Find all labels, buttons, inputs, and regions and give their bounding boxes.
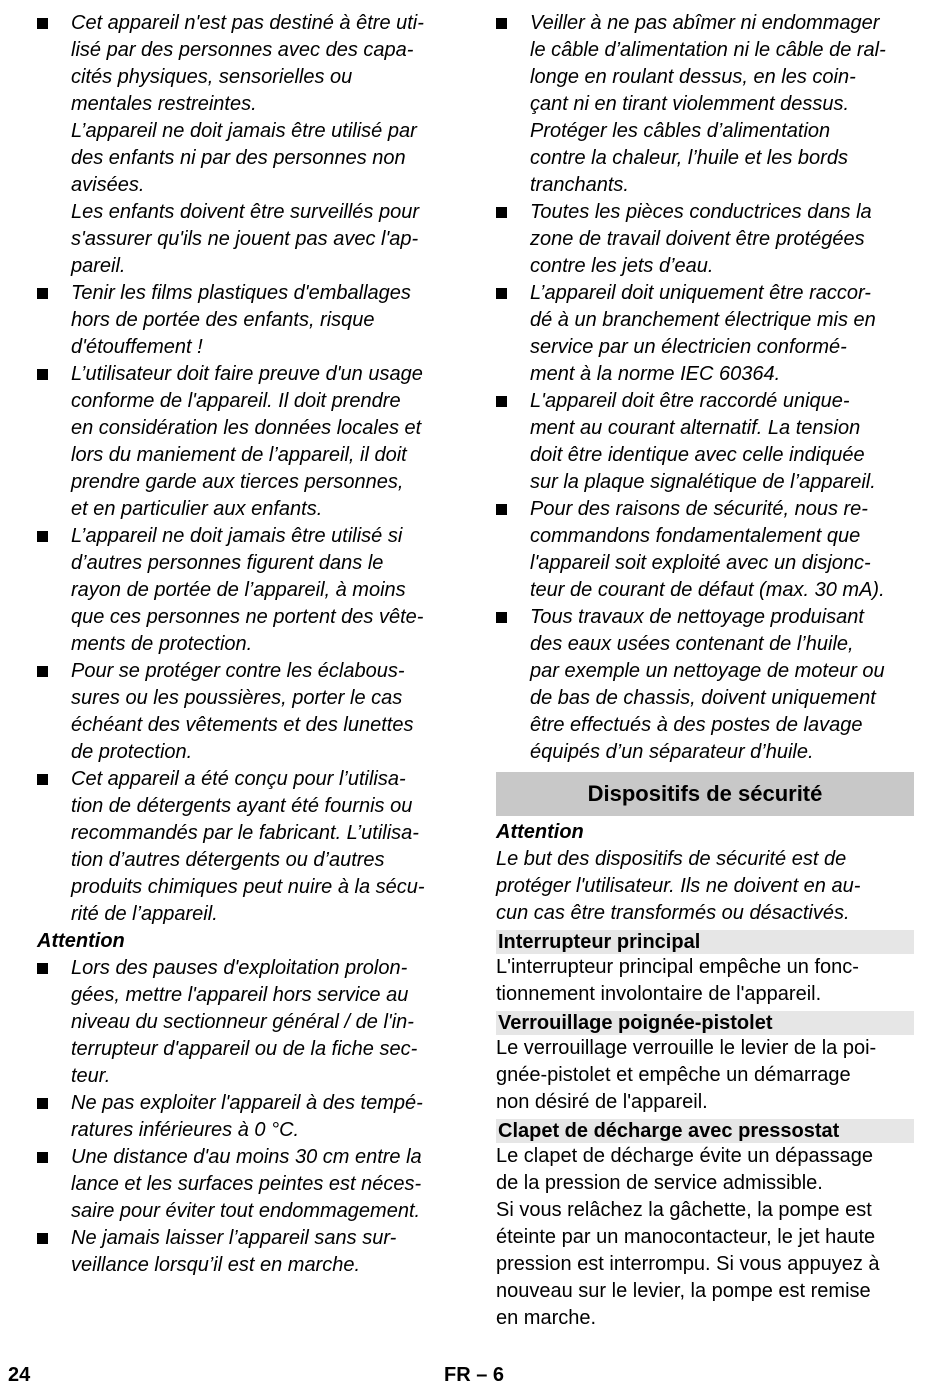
- square-bullet-icon: [37, 963, 48, 974]
- text-line: veillance lorsqu’il est en marche.: [71, 1254, 361, 1276]
- bullet-item: [496, 199, 914, 280]
- text-line: çant ni en tirant violemment dessus.: [530, 93, 850, 115]
- left-bullet-list: [37, 10, 457, 928]
- text-line: rité de l’appareil.: [71, 903, 218, 925]
- square-bullet-icon: [37, 666, 48, 677]
- bullet-item: [37, 658, 457, 766]
- text-line: ratures inférieures à 0 °C.: [71, 1119, 300, 1141]
- text-line: dé à un branchement électrique mis en: [530, 309, 876, 331]
- text-line: Lors des pauses d'exploitation prolon-: [71, 957, 408, 979]
- text-line: Pour se protéger contre les éclabous-: [71, 660, 405, 682]
- text-line: Protéger les câbles d’alimentation: [530, 120, 831, 142]
- attention-paragraph: [496, 846, 914, 927]
- text-line: des enfants ni par des personnes non: [71, 147, 406, 169]
- bullet-item: [37, 1144, 457, 1225]
- text-line: équipés d’un séparateur d’huile.: [530, 741, 814, 763]
- text-line: L’appareil ne doit jamais être utilisé si: [71, 525, 403, 547]
- square-bullet-icon: [37, 1152, 48, 1163]
- text-line: ment à la norme IEC 60364.: [530, 363, 781, 385]
- text-line: L’utilisateur doit faire preuve d'un usage: [71, 363, 423, 385]
- text-line: L’appareil ne doit jamais être utilisé par: [71, 120, 417, 142]
- right-bullet-list: [496, 10, 914, 766]
- bullet-item: [496, 604, 914, 766]
- text-line: niveau du sectionneur général / de l'in-: [71, 1011, 414, 1033]
- subsection-body: [496, 1143, 914, 1332]
- text-line: nouveau sur le levier, la pompe est remise: [496, 1280, 871, 1302]
- text-line: sures ou les poussières, porter le cas: [71, 687, 403, 709]
- square-bullet-icon: [496, 612, 507, 623]
- text-line: hors de portée des enfants, risque: [71, 309, 375, 331]
- text-line: Cet appareil a été conçu pour l’utilisa-: [71, 768, 406, 790]
- text-line: Toutes les pièces conductrices dans la: [530, 201, 872, 223]
- text-line: cités physiques, sensorielles ou: [71, 66, 353, 88]
- text-line: lance et les surfaces peintes est néces-: [71, 1173, 422, 1195]
- text-line: sur la plaque signalétique de l’appareil.: [530, 471, 876, 493]
- text-line: L'appareil doit être raccordé unique-: [530, 390, 850, 412]
- left-column: [37, 10, 457, 1279]
- attention-bullet-list: [37, 955, 457, 1279]
- text-line: protéger l'utilisateur. Ils ne doivent en au-: [496, 875, 861, 897]
- text-line: ments de protection.: [71, 633, 253, 655]
- text-line: teur de courant de défaut (max. 30 mA).: [530, 579, 885, 601]
- text-line: cun cas être transformés ou désactivés.: [496, 902, 850, 924]
- text-line: Si vous relâchez la gâchette, la pompe est: [496, 1199, 872, 1221]
- page-number: 24: [8, 1364, 31, 1386]
- bullet-item: [37, 280, 457, 361]
- text-line: rayon de portée de l’appareil, à moins: [71, 579, 406, 601]
- text-line: Ne jamais laisser l’appareil sans sur-: [71, 1227, 397, 1249]
- text-line: de protection.: [71, 741, 193, 763]
- bullet-item: [37, 10, 457, 280]
- bullet-item: [37, 523, 457, 658]
- text-line: avisées.: [71, 174, 145, 196]
- subsection-title: Clapet de décharge avec pressostat: [496, 1119, 914, 1143]
- text-line: mentales restreintes.: [71, 93, 257, 115]
- text-line: Les enfants doivent être surveillés pour: [71, 201, 419, 223]
- text-line: Pour des raisons de sécurité, nous re-: [530, 498, 868, 520]
- square-bullet-icon: [496, 18, 507, 29]
- subsection-body: [496, 954, 914, 1008]
- text-line: Une distance d'au moins 30 cm entre la: [71, 1146, 422, 1168]
- text-line: Le clapet de décharge évite un dépassage: [496, 1145, 873, 1167]
- bullet-item: [37, 1225, 457, 1279]
- text-line: saire pour éviter tout endommagement.: [71, 1200, 421, 1222]
- text-line: teur.: [71, 1065, 111, 1087]
- square-bullet-icon: [37, 774, 48, 785]
- text-line: pression est interrompu. Si vous appuyez à: [496, 1253, 880, 1275]
- text-line: pareil.: [71, 255, 126, 277]
- right-column: [496, 10, 914, 1332]
- text-line: le câble d’alimentation ni le câble de ral-: [530, 39, 886, 61]
- text-line: lisé par des personnes avec des capa-: [71, 39, 414, 61]
- text-line: échéant des vêtements et des lunettes: [71, 714, 414, 736]
- subsection-title: Verrouillage poignée-pistolet: [496, 1011, 914, 1035]
- bullet-item: [496, 280, 914, 388]
- text-line: d'étouffement !: [71, 336, 203, 358]
- bullet-item: [496, 10, 914, 199]
- bullet-item: [37, 955, 457, 1090]
- text-line: s'assurer qu'ils ne jouent pas avec l'ap-: [71, 228, 419, 250]
- text-line: Le verrouillage verrouille le levier de la poi-: [496, 1037, 877, 1059]
- subsections: [496, 930, 914, 1332]
- text-line: L'interrupteur principal empêche un fonc-: [496, 956, 859, 978]
- bullet-item: [37, 766, 457, 928]
- text-line: contre les jets d’eau.: [530, 255, 714, 277]
- text-line: des eaux usées contenant de l’huile,: [530, 633, 854, 655]
- text-line: éteinte par un manocontacteur, le jet haute: [496, 1226, 876, 1248]
- text-line: Tenir les films plastiques d'emballages: [71, 282, 411, 304]
- text-line: Veiller à ne pas abîmer ni endommager: [530, 12, 880, 34]
- text-line: en marche.: [496, 1307, 597, 1329]
- text-line: L’appareil doit uniquement être raccor-: [530, 282, 871, 304]
- square-bullet-icon: [37, 1233, 48, 1244]
- text-line: terrupteur d'appareil ou de la fiche sec-: [71, 1038, 418, 1060]
- text-line: contre la chaleur, l’huile et les bords: [530, 147, 848, 169]
- text-line: Ne pas exploiter l'appareil à des tempé-: [71, 1092, 423, 1114]
- subsection-title: Interrupteur principal: [496, 930, 914, 954]
- square-bullet-icon: [37, 531, 48, 542]
- text-line: lors du maniement de l’appareil, il doit: [71, 444, 407, 466]
- text-line: commandons fondamentalement que: [530, 525, 861, 547]
- square-bullet-icon: [496, 207, 507, 218]
- text-line: tion d’autres détergents ou d’autres: [71, 849, 385, 871]
- text-line: doit être identique avec celle indiquée: [530, 444, 865, 466]
- section-ref: FR – 6: [444, 1364, 505, 1386]
- text-line: conforme de l'appareil. Il doit prendre: [71, 390, 401, 412]
- square-bullet-icon: [496, 288, 507, 299]
- text-line: longe en roulant dessus, en les coin-: [530, 66, 856, 88]
- text-line: Tous travaux de nettoyage produisant: [530, 606, 864, 628]
- text-line: zone de travail doivent être protégées: [530, 228, 865, 250]
- square-bullet-icon: [37, 288, 48, 299]
- text-line: Le but des dispositifs de sécurité est de: [496, 848, 847, 870]
- text-line: gées, mettre l'appareil hors service au: [71, 984, 409, 1006]
- square-bullet-icon: [37, 18, 48, 29]
- text-line: tionnement involontaire de l'appareil.: [496, 983, 822, 1005]
- text-line: produits chimiques peut nuire à la sécu-: [71, 876, 425, 898]
- text-line: être effectués à des postes de lavage: [530, 714, 863, 736]
- text-line: de bas de chassis, doivent uniquement: [530, 687, 876, 709]
- bullet-item: [37, 361, 457, 523]
- square-bullet-icon: [496, 396, 507, 407]
- text-line: recommandés par le fabricant. L’utilisa-: [71, 822, 419, 844]
- text-line: non désiré de l'appareil.: [496, 1091, 708, 1113]
- text-line: et en particulier aux enfants.: [71, 498, 323, 520]
- text-line: en considération les données locales et: [71, 417, 422, 439]
- text-line: tranchants.: [530, 174, 629, 196]
- text-line: de la pression de service admissible.: [496, 1172, 823, 1194]
- text-line: tion de détergents ayant été fournis ou: [71, 795, 413, 817]
- section-heading: Dispositifs de sécurité: [496, 772, 914, 816]
- square-bullet-icon: [496, 504, 507, 515]
- text-line: ment au courant alternatif. La tension: [530, 417, 861, 439]
- square-bullet-icon: [37, 1098, 48, 1109]
- text-line: par exemple un nettoyage de moteur ou: [530, 660, 885, 682]
- text-line: d’autres personnes figurent dans le: [71, 552, 384, 574]
- attention-heading-right: Attention: [496, 821, 584, 843]
- attention-heading: Attention: [37, 930, 125, 952]
- text-line: gnée-pistolet et empêche un démarrage: [496, 1064, 851, 1086]
- square-bullet-icon: [37, 369, 48, 380]
- text-line: l'appareil soit exploité avec un disjonc-: [530, 552, 871, 574]
- text-line: prendre garde aux tierces personnes,: [71, 471, 404, 493]
- text-line: Cet appareil n'est pas destiné à être uti-: [71, 12, 424, 34]
- text-line: que ces personnes ne portent des vête-: [71, 606, 424, 628]
- bullet-item: [37, 1090, 457, 1144]
- text-line: service par un électricien conformé-: [530, 336, 847, 358]
- subsection-body: [496, 1035, 914, 1116]
- bullet-item: [496, 496, 914, 604]
- bullet-item: [496, 388, 914, 496]
